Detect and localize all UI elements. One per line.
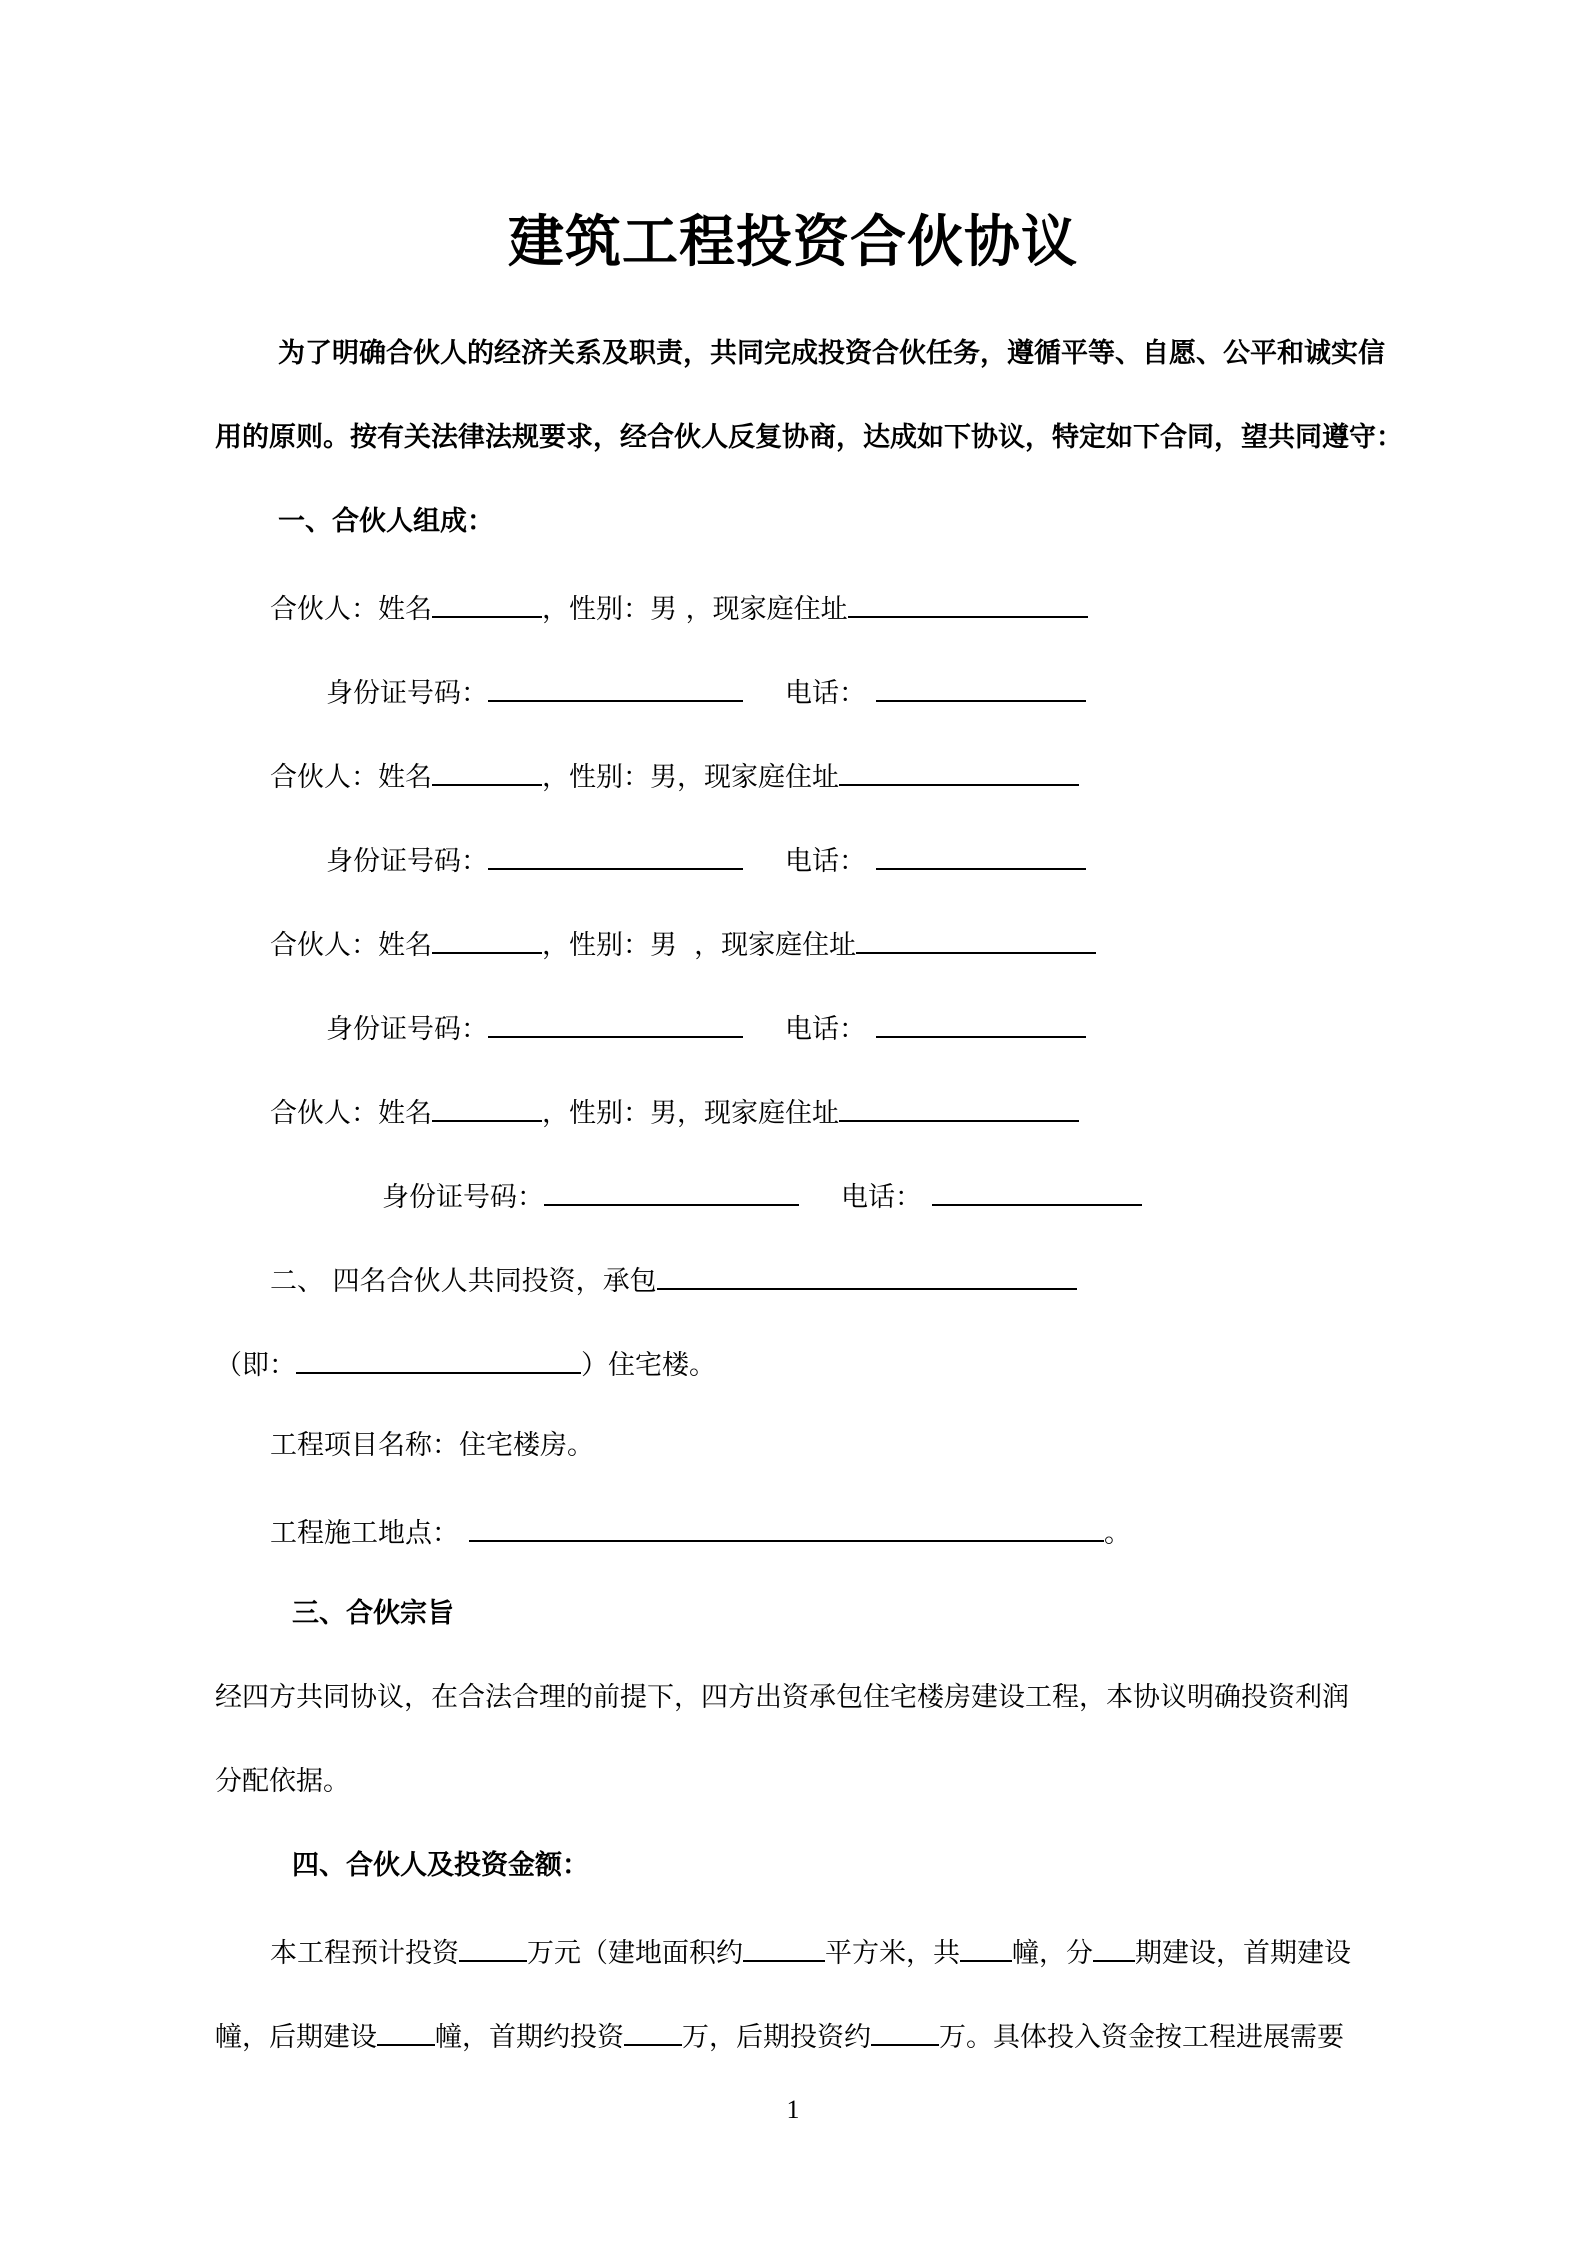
document-title: 建筑工程投资合伙协议 xyxy=(508,210,1078,275)
section-4-line-1 xyxy=(270,1932,1351,1972)
invest-text-7: 幢，首期约投资 xyxy=(435,2022,624,2053)
section-1-heading: 一、合伙人组成： xyxy=(278,506,494,537)
partner-1-phone-blank xyxy=(876,672,1086,702)
paren-open: （即： xyxy=(215,1350,296,1381)
project-name: 工程项目名称：住宅楼房。 xyxy=(270,1430,594,1461)
section-3-line-1: 经四方共同协议，在合法合理的前提下，四方出资承包住宅楼房建设工程，本协议明确投资利润 xyxy=(215,1682,1349,1713)
partner-3-id-blank xyxy=(488,1008,743,1038)
partner-1-name-label: 合伙人：姓名 xyxy=(270,594,432,625)
partner-2-phone-blank xyxy=(876,840,1086,870)
invest-text-8: 万，后期投资约 xyxy=(682,2022,871,2053)
section-2-paren-row xyxy=(215,1344,716,1384)
partner-1-gender-text: ，性别：男 ，现家庭住址 xyxy=(542,594,848,625)
partner-4-name-label: 合伙人：姓名 xyxy=(270,1098,432,1129)
partner-1-phone-label: 电话： xyxy=(785,678,866,709)
section-4-line-2 xyxy=(215,2016,1344,2056)
partner-1-id-blank xyxy=(488,672,743,702)
partner-3-row xyxy=(270,924,1096,964)
intro-line-2: 用的原则。按有关法律法规要求，经合伙人反复协商，达成如下协议，特定如下合同，望共同遵守： xyxy=(215,422,1403,453)
section-3-heading: 三、合伙宗旨 xyxy=(292,1598,454,1629)
partner-2-id-blank xyxy=(488,840,743,870)
partner-1-address-blank xyxy=(848,588,1088,618)
invest-text-2: 万元（建地面积约 xyxy=(527,1938,743,1969)
area-blank xyxy=(743,1932,825,1962)
later-building-blank xyxy=(377,2016,435,2046)
partner-3-id-row xyxy=(326,1008,1086,1048)
partner-4-phone-label: 电话： xyxy=(841,1182,922,1213)
partner-1-row xyxy=(270,588,1088,628)
invest-text-6: 幢，后期建设 xyxy=(215,2022,377,2053)
partner-1-id-row xyxy=(326,672,1086,712)
site-row xyxy=(270,1512,1131,1552)
partner-4-address-blank xyxy=(839,1092,1079,1122)
site-blank xyxy=(469,1512,1104,1542)
page-number: 1 xyxy=(786,2095,800,2124)
partner-3-gender-text: ，性别：男 ，现家庭住址 xyxy=(542,930,857,961)
partner-2-name-label: 合伙人：姓名 xyxy=(270,762,432,793)
partner-3-phone-blank xyxy=(876,1008,1086,1038)
invest-text-3: 平方米，共 xyxy=(825,1938,960,1969)
partner-3-phone-label: 电话： xyxy=(785,1014,866,1045)
partner-2-address-blank xyxy=(839,756,1079,786)
partner-4-id-row xyxy=(382,1176,1142,1216)
partner-4-row xyxy=(270,1092,1079,1132)
partner-2-name-blank xyxy=(432,756,542,786)
paren-close: ）住宅楼。 xyxy=(581,1350,716,1381)
site-label: 工程施工地点： xyxy=(270,1518,459,1549)
partner-4-id-blank xyxy=(544,1176,799,1206)
partner-4-name-blank xyxy=(432,1092,542,1122)
contract-blank xyxy=(657,1260,1077,1290)
section-3-line-2: 分配依据。 xyxy=(215,1766,350,1797)
invest-amount-blank xyxy=(459,1932,527,1962)
section-2-heading-row xyxy=(270,1260,1077,1300)
partner-2-phone-label: 电话： xyxy=(785,846,866,877)
partner-4-gender-text: ，性别：男，现家庭住址 xyxy=(542,1098,839,1129)
later-invest-blank xyxy=(871,2016,939,2046)
partner-2-id-label: 身份证号码： xyxy=(326,846,488,877)
building-count-blank xyxy=(960,1932,1012,1962)
partner-2-row xyxy=(270,756,1079,796)
section-4-heading: 四、合伙人及投资金额： xyxy=(292,1850,589,1881)
partner-4-phone-blank xyxy=(932,1176,1142,1206)
invest-text-9: 万。具体投入资金按工程进展需要 xyxy=(939,2022,1344,2053)
partner-3-address-blank xyxy=(856,924,1096,954)
section-2-heading: 二、 四名合伙人共同投资，承包 xyxy=(270,1266,657,1297)
partner-4-id-label: 身份证号码： xyxy=(382,1182,544,1213)
partner-1-name-blank xyxy=(432,588,542,618)
first-invest-blank xyxy=(624,2016,682,2046)
building-blank xyxy=(296,1344,581,1374)
partner-3-name-blank xyxy=(432,924,542,954)
phase-count-blank xyxy=(1093,1932,1135,1962)
partner-1-id-label: 身份证号码： xyxy=(326,678,488,709)
partner-3-name-label: 合伙人：姓名 xyxy=(270,930,432,961)
invest-text-5: 期建设，首期建设 xyxy=(1135,1938,1351,1969)
invest-text-1: 本工程预计投资 xyxy=(270,1938,459,1969)
invest-text-4: 幢，分 xyxy=(1012,1938,1093,1969)
partner-2-gender-text: ，性别：男，现家庭住址 xyxy=(542,762,839,793)
site-end: 。 xyxy=(1104,1518,1131,1549)
partner-2-id-row xyxy=(326,840,1086,880)
partner-3-id-label: 身份证号码： xyxy=(326,1014,488,1045)
intro-line-1: 为了明确合伙人的经济关系及职责，共同完成投资合伙任务，遵循平等、自愿、公平和诚实信 xyxy=(278,338,1385,369)
